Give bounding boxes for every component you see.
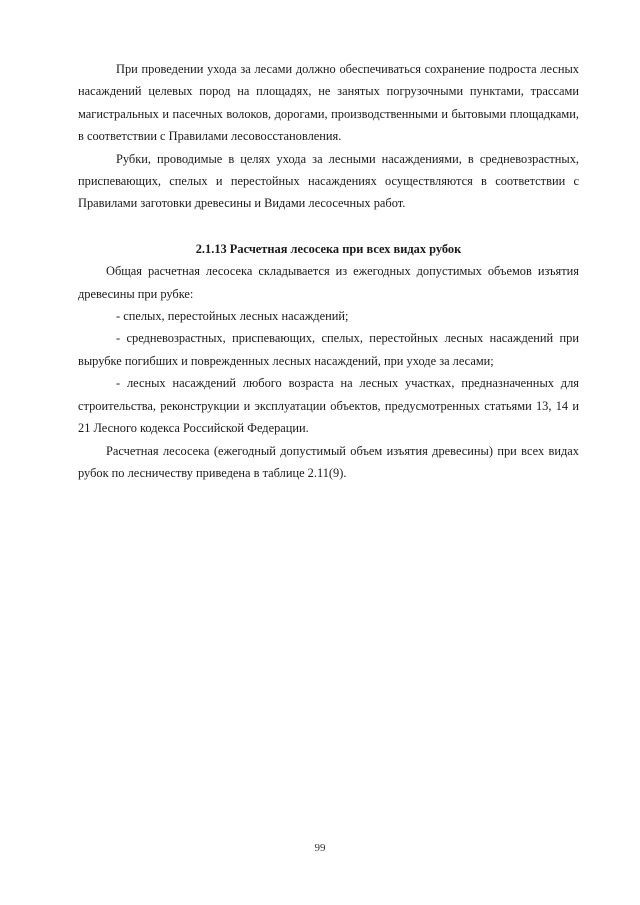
spacer: [78, 215, 579, 223]
list-item: - средневозрастных, приспевающих, спелых, перестойных лесных насаждений при вырубке погибших и поврежденных лесных насаждений, при уходе за лесами;: [78, 331, 579, 368]
paragraph-felling-rules: Рубки, проводимые в целях ухода за лесными насаждениями, в средневозрастных, приспевающих, спелых и перестойных насаждениях осуществляются в соответствии с Правилами заготовки древесины и Видами лесосечных работ.: [78, 151, 579, 211]
list-item: - лесных насаждений любого возраста на лесных участках, предназначенных для строительства, реконструкции и эксплуатации объектов, предусмотренных статьями 13, 14 и 21 Лесного кодекса Российской Федерации.: [78, 376, 579, 436]
paragraph-closing: Расчетная лесосека (ежегодный допустимый объем изъятия древесины) при всех видах рубок по лесничеству приведена в таблице 2.11(9).: [78, 443, 579, 480]
paragraph-forest-care: При проведении ухода за лесами должно обеспечиваться сохранение подроста лесных насаждений целевых пород на площадях, не занятых погрузочными пунктами, трассами магистральных и пасечных волоков, дорогами, производственными и бытовыми площадками, в соответствии с Правилами лесовосстановления.: [78, 62, 579, 144]
page-body: [78, 58, 579, 484]
list-item: - спелых, перестойных лесных насаждений;: [116, 309, 349, 324]
page-number: 99: [314, 842, 326, 854]
paragraph-intro: Общая расчетная лесосека складывается из ежегодных допустимых объемов изъятия древесины при рубке:: [78, 264, 579, 301]
section-heading: 2.1.13 Расчетная лесосека при всех видах рубок: [195, 241, 462, 256]
